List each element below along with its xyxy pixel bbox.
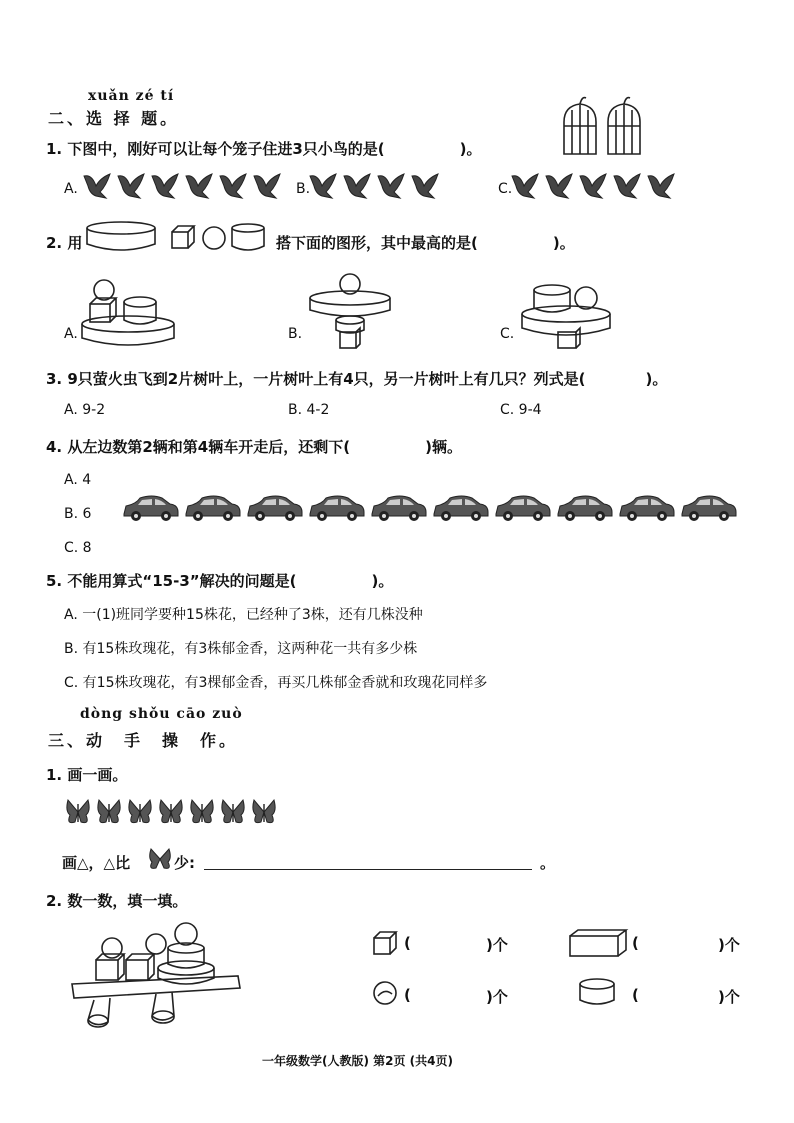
bird-icon [648, 174, 674, 198]
bird-icon [614, 174, 640, 198]
bird-icon [512, 174, 538, 198]
q1-option-b-label: B. [296, 181, 311, 197]
car-icon [496, 496, 550, 521]
ball-icon [203, 227, 225, 249]
q1-option-a-birds [82, 168, 292, 204]
butterfly-icon [129, 800, 151, 823]
car-icon [434, 496, 488, 521]
q2-option-c-label: C. [500, 326, 515, 342]
q2-option-b-label: B. [288, 326, 303, 342]
count-cuboid-open: ( [632, 934, 639, 952]
bird-icon [152, 174, 178, 198]
bird-icon [580, 174, 606, 198]
q1-option-c-birds [510, 168, 700, 204]
q2-option-b-figure [306, 272, 398, 354]
cube-icon [372, 930, 398, 956]
count-cuboid-close[interactable]: )个 [718, 936, 740, 954]
ball-icon [372, 980, 398, 1006]
count-cube-open: ( [404, 934, 411, 952]
s3q1-text: 1. 画一画。 [46, 766, 128, 784]
q3-option-c: C. 9-4 [500, 402, 542, 418]
butterfly-icon [222, 800, 244, 823]
q2-option-a-label: A. [64, 326, 78, 342]
q1-text: 1. 下图中，刚好可以让每个笼子住进3只小鸟的是( )。 [46, 140, 482, 158]
page-footer: 一年级数学(人教版) 第2页 (共4页) [262, 1054, 453, 1068]
count-cube-close[interactable]: )个 [486, 936, 508, 954]
butterfly-icon [67, 800, 89, 823]
car-icon [558, 496, 612, 521]
birdcages-image [556, 96, 648, 158]
q4-cars-row [122, 488, 752, 524]
section3-title: 三、动 手 操 作。 [48, 731, 239, 750]
q2-shapes-row [86, 218, 276, 258]
bird-icon [378, 174, 404, 198]
birdcage-icon [564, 98, 596, 154]
q5-option-c: C. 有15株玫瑰花，有3棵郁金香，再买几株郁金香就和玫瑰花同样多 [64, 675, 488, 691]
count-cylinder-close[interactable]: )个 [718, 988, 740, 1006]
bird-icon [546, 174, 572, 198]
bird-icon [186, 174, 212, 198]
s3q2-text: 2. 数一数，填一填。 [46, 892, 188, 910]
bird-icon [84, 174, 110, 198]
cube-icon [172, 226, 194, 248]
cuboid-icon [568, 928, 628, 958]
q4-option-c: C. 8 [64, 540, 92, 556]
count-ball-open: ( [404, 986, 411, 1004]
car-icon [248, 496, 302, 521]
q1-option-b-birds [308, 168, 458, 204]
count-ball-close[interactable]: )个 [486, 988, 508, 1006]
bird-icon [310, 174, 336, 198]
q1-option-a-label: A. [64, 181, 78, 197]
s3q1-draw-prefix: 画△，△比 [62, 854, 131, 872]
cylinder-icon [578, 978, 618, 1008]
butterfly-icon [148, 846, 172, 872]
section3-pinyin: dòng shǒu cāo zuò [80, 706, 243, 722]
s3q1-butterflies-row [66, 794, 286, 828]
q3-text: 3. 9只萤火虫飞到2片树叶上，一片树叶上有4只，另一片树叶上有几只？列式是( )。 [46, 370, 668, 388]
bird-icon [118, 174, 144, 198]
q5-option-a: A. 一(1)班同学要种15株花，已经种了3株，还有几株没种 [64, 607, 423, 623]
car-icon [310, 496, 364, 521]
bird-icon [412, 174, 438, 198]
q4-option-b: B. 6 [64, 506, 92, 522]
count-cylinder-open: ( [632, 986, 639, 1004]
q5-text: 5. 不能用算式“15-3”解决的问题是( )。 [46, 572, 394, 590]
section2-title: 二、选 择 题。 [48, 109, 180, 128]
q2-prefix: 2. 用 [46, 234, 83, 252]
car-icon [620, 496, 674, 521]
q3-option-a: A. 9-2 [64, 402, 106, 418]
car-icon [124, 496, 178, 521]
section2-pinyin: xuǎn zé tí [88, 88, 175, 104]
q4-text: 4. 从左边数第2辆和第4辆车开走后，还剩下( )辆。 [46, 438, 462, 456]
q1-option-c-label: C. [498, 181, 513, 197]
q4-option-a: A. 4 [64, 472, 92, 488]
q3-option-b: B. 4-2 [288, 402, 330, 418]
butterfly-icon [160, 800, 182, 823]
s3q1-draw-end: 。 [540, 854, 556, 872]
bird-icon [220, 174, 246, 198]
flat-cylinder-icon [87, 222, 155, 250]
bird-icon [254, 174, 280, 198]
s3q1-answer-line[interactable] [204, 869, 532, 870]
q5-option-b: B. 有15株玫瑰花，有3株郁金香，这两种花一共有多少株 [64, 641, 418, 657]
car-icon [186, 496, 240, 521]
q2-option-a-figure [80, 276, 180, 348]
car-icon [682, 496, 736, 521]
birdcage-icon [608, 98, 640, 154]
butterfly-icon [191, 800, 213, 823]
q2-option-c-figure [518, 276, 618, 352]
butterfly-icon [253, 800, 275, 823]
butterfly-icon [98, 800, 120, 823]
cylinder-icon [232, 224, 264, 250]
s3q1-draw-suffix: 少: [174, 854, 195, 872]
s3q2-stacked-figure [68, 920, 248, 1030]
car-icon [372, 496, 426, 521]
q2-suffix: 搭下面的图形，其中最高的是( )。 [276, 234, 575, 252]
bird-icon [344, 174, 370, 198]
